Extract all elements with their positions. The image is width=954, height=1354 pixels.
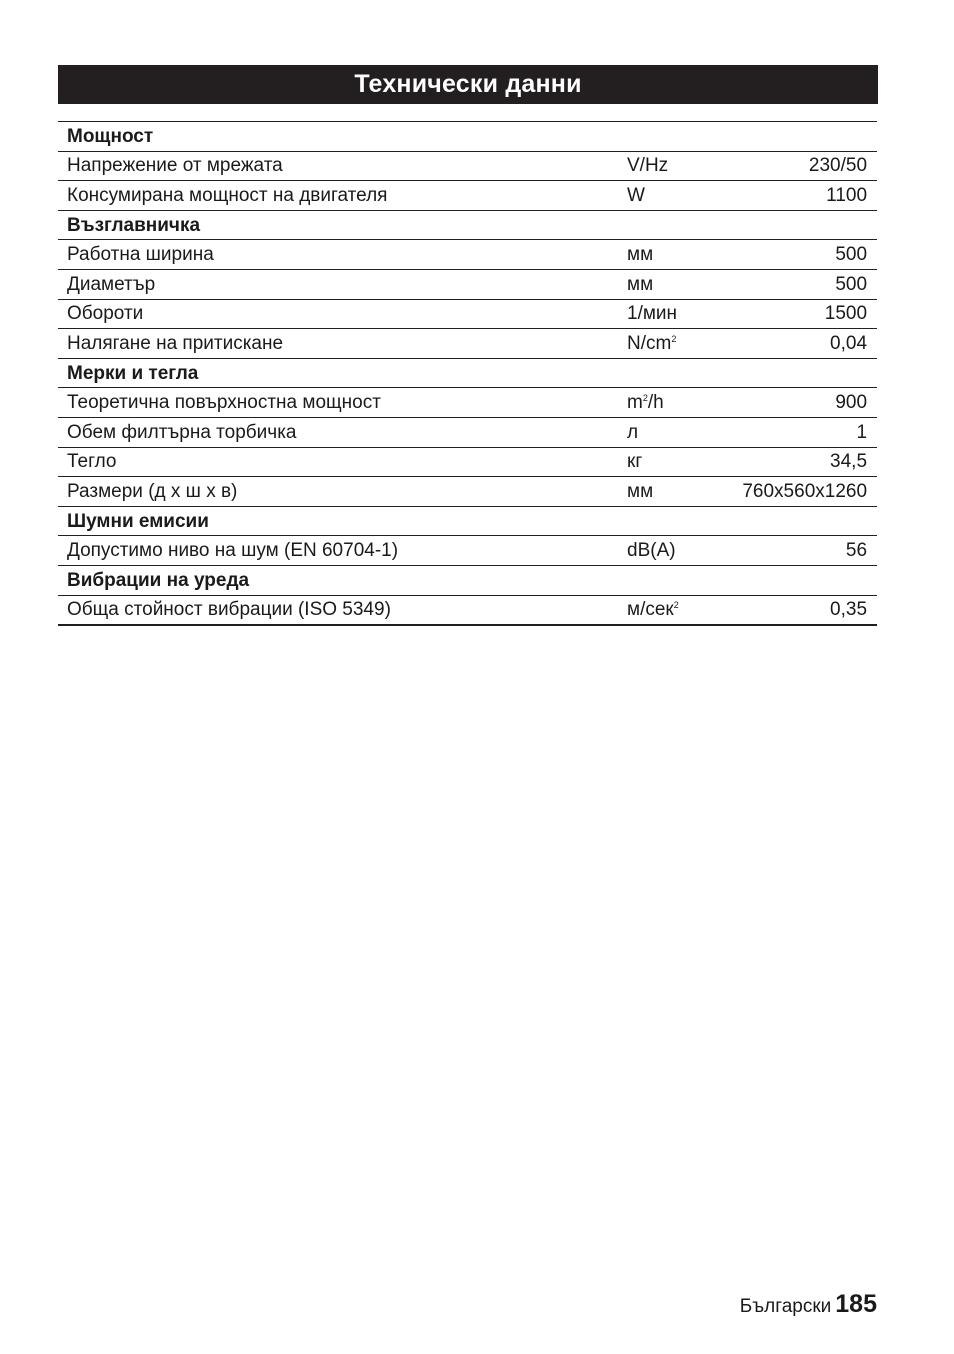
page-number: 185 <box>835 1290 877 1318</box>
row-label: Размери (д х ш х в) <box>58 477 618 507</box>
row-value: 0,04 <box>714 329 877 359</box>
row-label: Консумирана мощност на двигателя <box>58 181 618 211</box>
table-row <box>58 447 877 477</box>
row-unit <box>618 388 714 418</box>
row-unit: 1/мин <box>618 299 714 329</box>
unit-base: м/сек <box>627 599 674 621</box>
unit-base: N/cm <box>627 332 672 354</box>
table-row <box>58 269 877 299</box>
table-row <box>58 417 877 447</box>
unit-superscript: 2 <box>673 600 679 611</box>
row-label: Теоретична повърхностна мощност <box>58 388 618 418</box>
row-unit: мм <box>618 477 714 507</box>
row-label: Допустимо ниво на шум (EN 60704-1) <box>58 536 618 566</box>
table-row <box>58 595 877 625</box>
row-value: 1500 <box>714 299 877 329</box>
section-heading: Мощност <box>58 122 877 152</box>
section-heading: Мерки и тегла <box>58 358 877 388</box>
row-value: 900 <box>714 388 877 418</box>
row-label: Обем филтърна торбичка <box>58 417 618 447</box>
row-value: 0,35 <box>714 595 877 625</box>
row-label: Работна ширина <box>58 240 618 270</box>
section-row-vibration <box>58 565 877 595</box>
row-label: Налягане на притискане <box>58 329 618 359</box>
row-unit: л <box>618 417 714 447</box>
unit-superscript: 2 <box>642 393 648 404</box>
section-row-power <box>58 122 877 152</box>
section-heading: Възглавничка <box>58 210 877 240</box>
section-row-dimensions <box>58 358 877 388</box>
row-value: 56 <box>714 536 877 566</box>
page-footer <box>740 1290 877 1319</box>
table-row <box>58 388 877 418</box>
row-unit <box>618 329 714 359</box>
row-unit: W <box>618 181 714 211</box>
unit-base: m <box>627 392 643 414</box>
row-value: 230/50 <box>714 151 877 181</box>
table-row <box>58 181 877 211</box>
section-row-noise <box>58 506 877 536</box>
row-value: 500 <box>714 240 877 270</box>
row-label: Тегло <box>58 447 618 477</box>
row-value: 500 <box>714 269 877 299</box>
row-value: 760x560x1260 <box>714 477 877 507</box>
row-value: 1 <box>714 417 877 447</box>
unit-suffix: /h <box>647 392 664 414</box>
table-row <box>58 240 877 270</box>
row-unit: кг <box>618 447 714 477</box>
table-row <box>58 151 877 181</box>
row-value: 34,5 <box>714 447 877 477</box>
row-unit <box>618 595 714 625</box>
footer-language: Български <box>739 1296 832 1317</box>
row-label: Обороти <box>58 299 618 329</box>
section-row-pad <box>58 210 877 240</box>
section-heading: Вибрации на уреда <box>58 565 877 595</box>
section-heading: Шумни емисии <box>58 506 877 536</box>
row-label: Напрежение от мрежата <box>58 151 618 181</box>
table-row <box>58 329 877 359</box>
table-row <box>58 536 877 566</box>
unit-superscript: 2 <box>671 333 677 344</box>
row-unit: dB(A) <box>618 536 714 566</box>
page-title: Технически данни <box>58 65 878 104</box>
technical-data-table <box>58 121 877 626</box>
table-row <box>58 299 877 329</box>
table-row <box>58 477 877 507</box>
row-unit: мм <box>618 269 714 299</box>
row-value: 1100 <box>714 181 877 211</box>
row-label: Обща стойност вибрации (ISO 5349) <box>58 595 618 625</box>
row-label: Диаметър <box>58 269 618 299</box>
row-unit: мм <box>618 240 714 270</box>
row-unit: V/Hz <box>618 151 714 181</box>
